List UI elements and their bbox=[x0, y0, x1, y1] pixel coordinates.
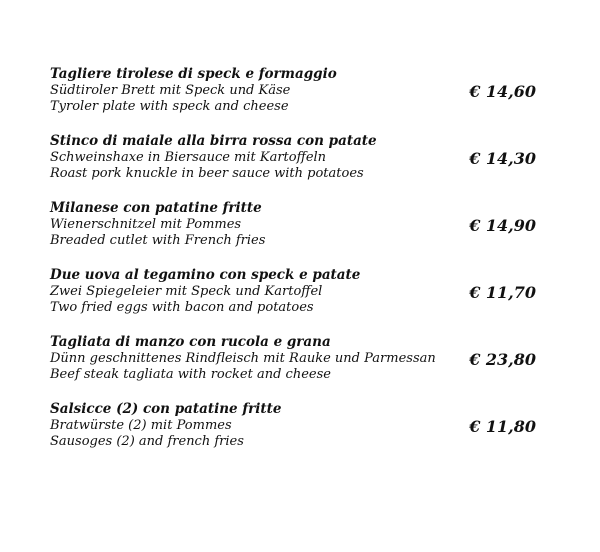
dish-price: € 11,70 bbox=[469, 283, 536, 302]
menu-item-text bbox=[50, 133, 450, 183]
dish-english: Tyroler plate with speck and cheese bbox=[50, 99, 289, 114]
dish-price: € 23,80 bbox=[469, 350, 536, 369]
dish-price: € 14,90 bbox=[469, 216, 536, 235]
menu-item-text bbox=[50, 334, 450, 384]
dish-english: Breaded cutlet with French fries bbox=[50, 233, 266, 248]
menu-item-text bbox=[50, 401, 450, 451]
menu-item bbox=[50, 334, 550, 401]
menu-item-text bbox=[50, 267, 450, 317]
menu-item-text bbox=[50, 200, 450, 250]
dish-english: Beef steak tagliata with rocket and cheese bbox=[50, 367, 331, 382]
dish-title: Stinco di maiale alla birra rossa con patate bbox=[50, 133, 377, 149]
dish-german: Südtiroler Brett mit Speck und Käse bbox=[50, 82, 291, 98]
menu-item bbox=[50, 200, 550, 267]
menu-item bbox=[50, 401, 550, 468]
menu-item bbox=[50, 66, 550, 133]
dish-price: € 14,60 bbox=[469, 82, 536, 101]
dish-title: Tagliere tirolese di speck e formaggio bbox=[50, 66, 337, 82]
dish-english: Roast pork knuckle in beer sauce with potatoes bbox=[50, 166, 364, 181]
dish-english: Two fried eggs with bacon and potatoes bbox=[50, 300, 314, 315]
dish-title: Salsicce (2) con patatine fritte bbox=[50, 401, 282, 417]
dish-title: Tagliata di manzo con rucola e grana bbox=[50, 334, 331, 350]
menu-item bbox=[50, 133, 550, 200]
dish-german: Bratwürste (2) mit Pommes bbox=[50, 417, 232, 433]
dish-title: Milanese con patatine fritte bbox=[50, 200, 262, 216]
dish-german: Wienerschnitzel mit Pommes bbox=[50, 216, 242, 232]
menu-list bbox=[50, 66, 550, 468]
dish-price: € 11,80 bbox=[469, 417, 536, 436]
dish-german: Schweinshaxe in Biersauce mit Kartoffeln bbox=[50, 149, 327, 165]
dish-english: Sausoges (2) and french fries bbox=[50, 434, 244, 449]
dish-german: Zwei Spiegeleier mit Speck und Kartoffel bbox=[50, 283, 323, 299]
dish-price: € 14,30 bbox=[469, 149, 536, 168]
dish-german: Dünn geschnittenes Rindfleisch mit Rauke und Parmessan bbox=[50, 350, 436, 366]
dish-title: Due uova al tegamino con speck e patate bbox=[50, 267, 361, 283]
menu-item-text bbox=[50, 66, 450, 116]
menu-item bbox=[50, 267, 550, 334]
